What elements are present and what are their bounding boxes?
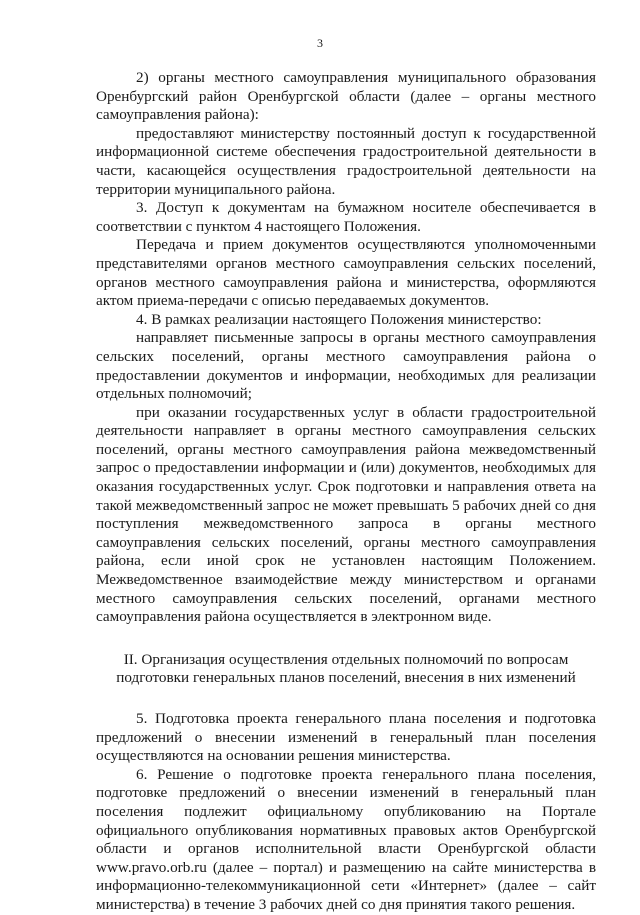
- paragraph: 4. В рамках реализации настоящего Положения министерство:: [136, 310, 542, 328]
- document-body: [96, 69, 596, 915]
- paragraph: при оказании государственных услуг в области градостроительной деятельности направляет в органы местного самоуправления сельских поселений, органы местного самоуправления района межведомственный запрос о предоставлении информации и (или) документов, необходимых для оказания государственных услуг. Срок подготовки и направления ответа на такой межведомственный запрос не может превышать 5 рабочих дней со дня поступления межведомственного запроса в органы местного самоуправления сельских поселений, органы местного самоуправления района, если иной срок не установлен настоящим Положением. Межведомственное взаимодействие между министерством и органами местного самоуправления сельских поселений, органами местного самоуправления района осуществляется в электронном виде.: [96, 403, 596, 626]
- section-heading: II. Организация осуществления отдельных полномочий по вопросам подготовки генеральных планов поселений, внесения в них изменений: [116, 650, 576, 687]
- page-number: 3: [317, 36, 323, 50]
- paragraph: 6. Решение о подготовке проекта генерального плана поселения, подготовке предложений о внесении изменений в генеральный план поселения подлежит официальному опубликованию на Портале официального опубликования нормативных правовых актов Оренбургской области и органов исполнительной власти Оренбургской области www.pravo.orb.ru (далее – портал) и размещению на сайте министерства в информационно-телекоммуникационной сети «Интернет» (далее – сайт министерства) в течение 3 рабочих дней со дня принятия такого решения.: [96, 765, 596, 913]
- paragraph: 2) органы местного самоуправления муниципального образования Оренбургский район Оренбургской области (далее – органы местного самоуправления района):: [96, 69, 596, 124]
- paragraph: 3. Доступ к документам на бумажном носителе обеспечивается в соответствии с пунктом 4 настоящего Положения.: [96, 199, 596, 235]
- paragraph: направляет письменные запросы в органы местного самоуправления сельских поселений, органы местного самоуправления района о предоставлении документов и информации, необходимых для реализации отдельных полномочий;: [96, 329, 596, 403]
- paragraph: 5. Подготовка проекта генерального плана поселения и подготовка предложений о внесении изменений в генеральный план поселения осуществляются на основании решения министерства.: [96, 710, 596, 765]
- paragraph: Передача и прием документов осуществляются уполномоченными представителями органов местного самоуправления сельских поселений, органов местного самоуправления района и министерства, оформляются актом приема-передачи с описью передаваемых документов.: [96, 236, 596, 310]
- paragraph: предоставляют министерству постоянный доступ к государственной информационной системе обеспечения градостроительной деятельности в части, касающейся осуществления градостроительной деятельности на территории муниципального района.: [96, 124, 596, 198]
- spacer: [96, 627, 596, 651]
- spacer: [96, 688, 596, 710]
